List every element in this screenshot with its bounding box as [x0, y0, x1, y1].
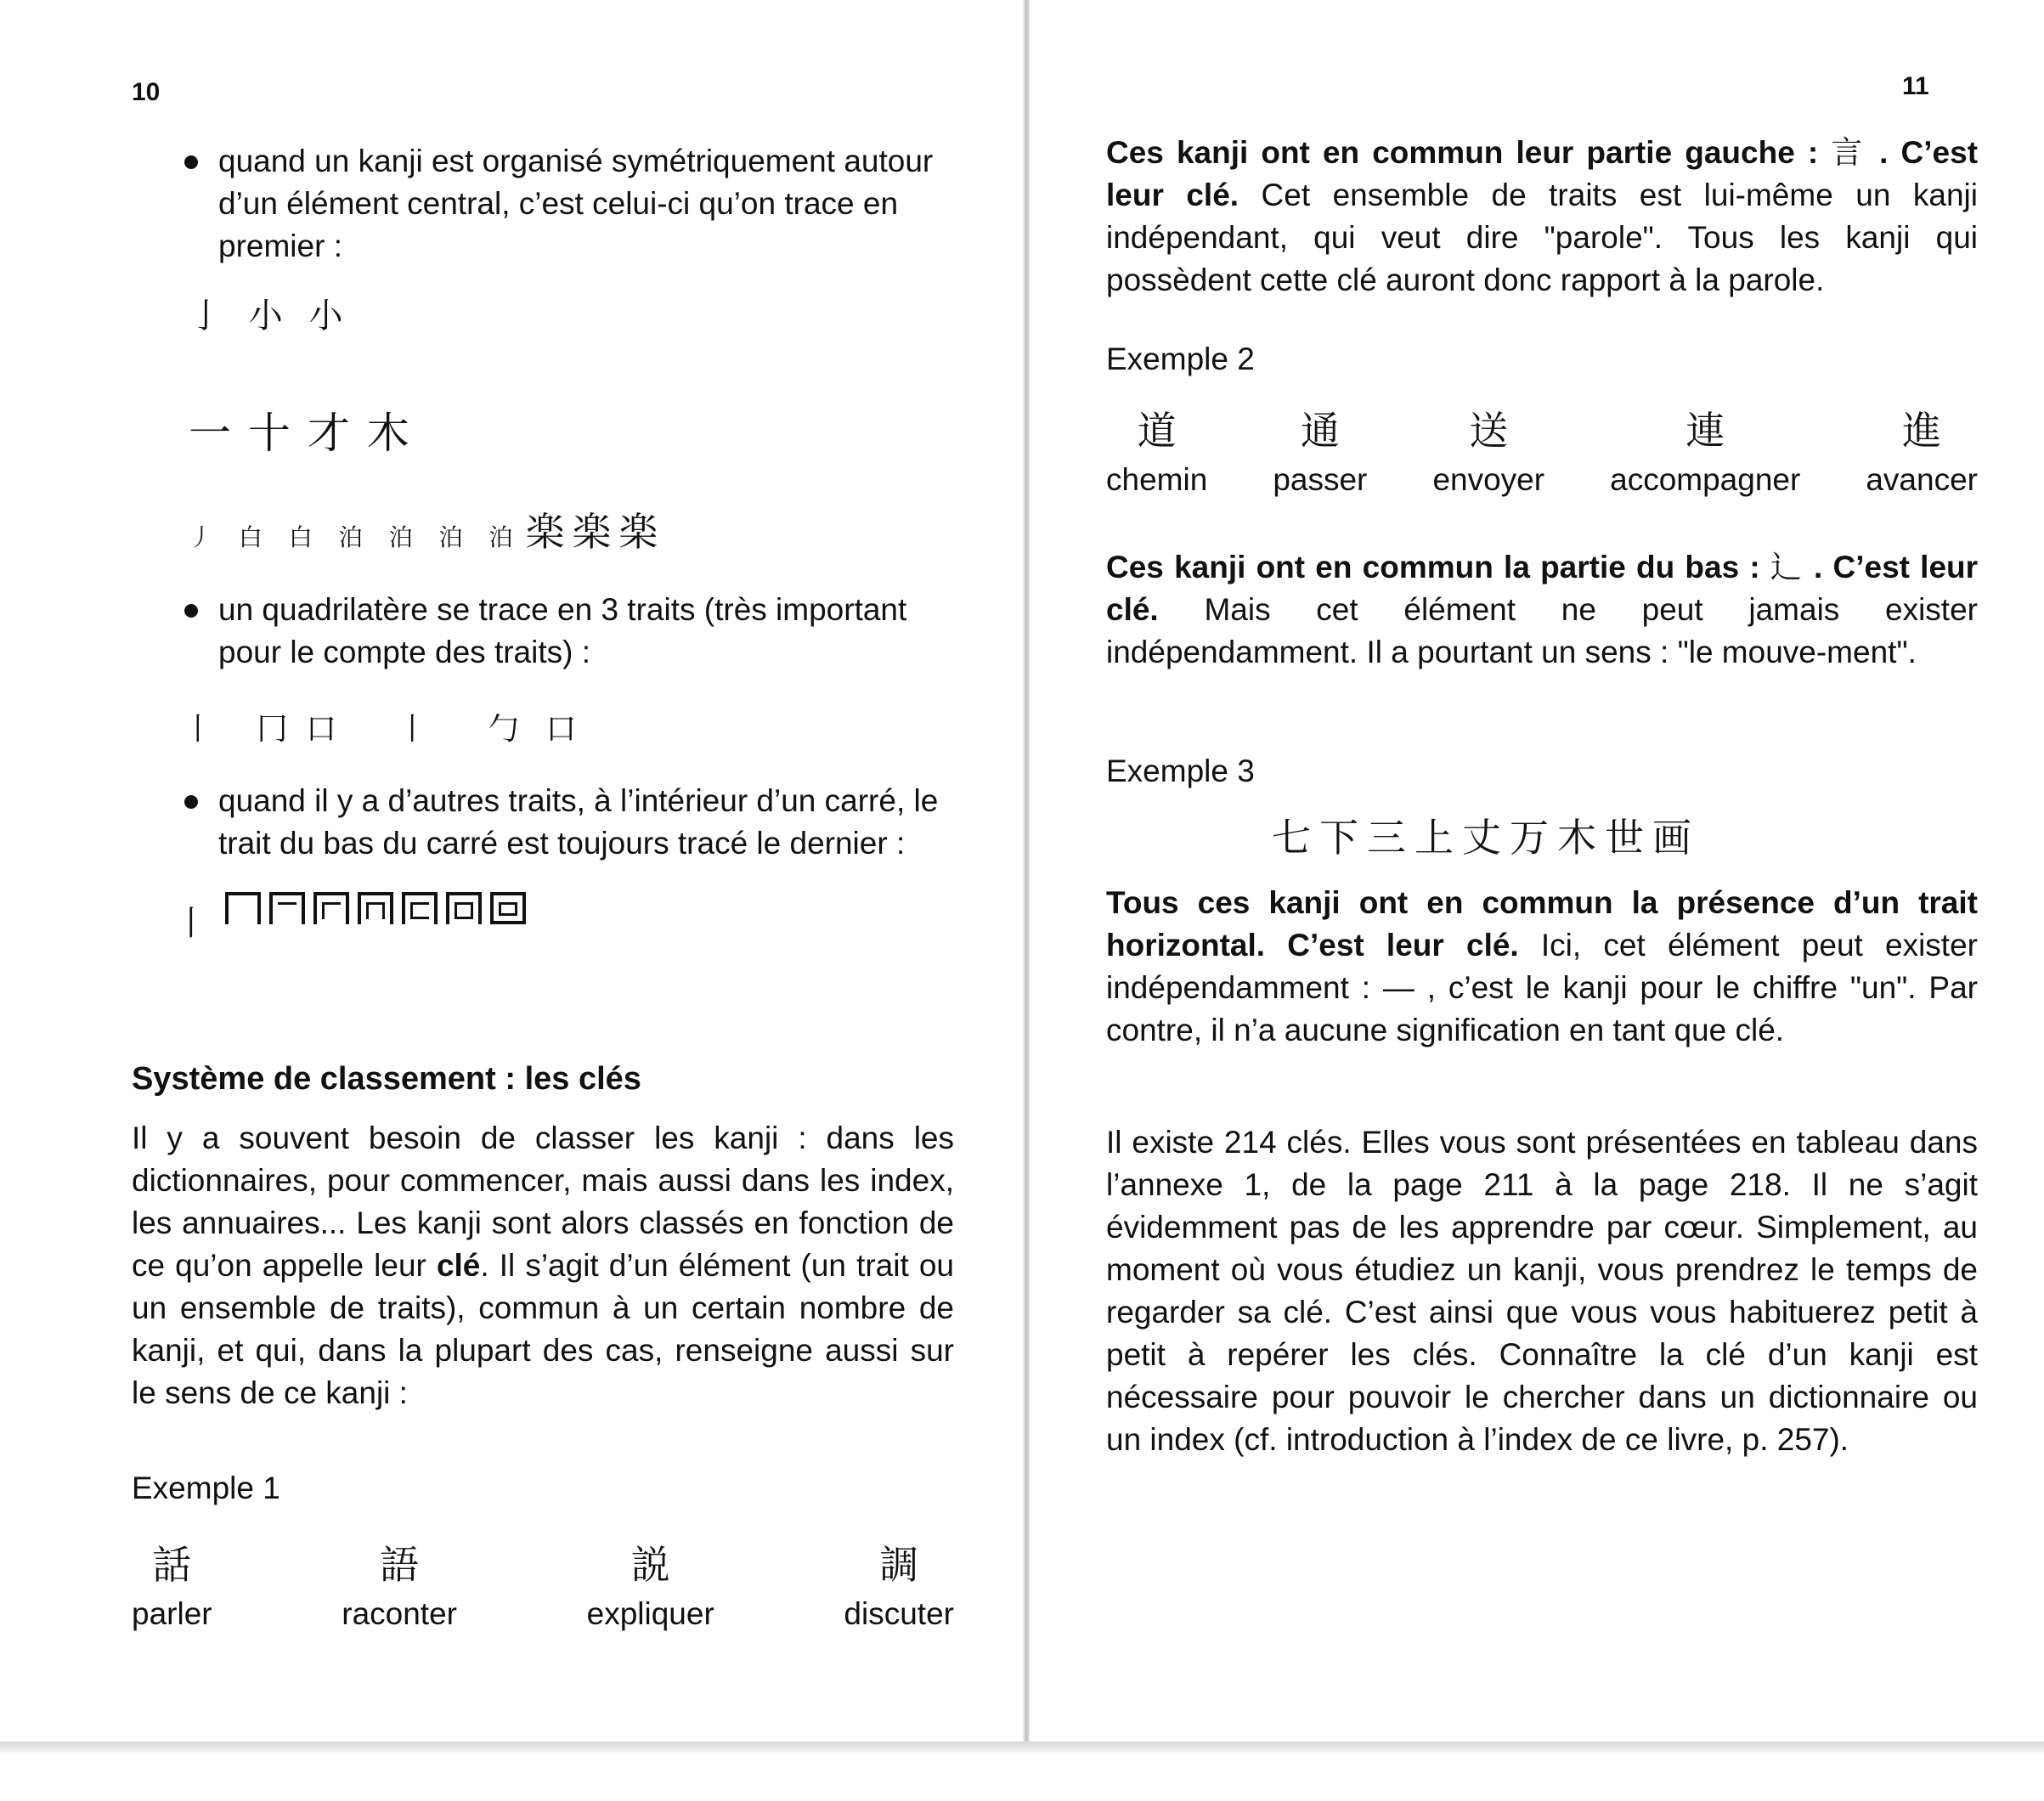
radical-speech: 言 — [1831, 134, 1867, 171]
stroke-step-drawing — [446, 892, 482, 924]
stroke-step: 丿 — [189, 523, 213, 551]
bottom-radical-paragraph — [1106, 546, 1978, 674]
example-kanji: 調 — [879, 1542, 919, 1588]
stroke-step: 泊 — [488, 523, 513, 551]
stroke-step: 一 — [189, 409, 231, 458]
example3-label: Exemple 3 — [1106, 754, 1255, 788]
stroke-step: 小 — [248, 296, 283, 336]
stroke-sequence-music — [189, 501, 658, 557]
bullet-symmetry-text: quand un kanji est organisé symétriquement autour d’un élément central, c’est celui-ci qu’on trace en premier : — [218, 144, 934, 263]
stroke-step: 丨 — [174, 904, 208, 943]
stroke-step: 木 — [366, 409, 409, 458]
bullet-dot — [184, 604, 198, 618]
stroke-step-drawing — [313, 892, 349, 924]
page-number-left: 10 — [132, 78, 161, 106]
bold-text: Tous ces kanji ont en commun la présence d’un trait horizontal. C’est leur clé. — [1106, 885, 1978, 963]
stroke-step: 白 — [288, 523, 313, 551]
bullet-dot — [184, 795, 198, 809]
stroke-sequence-country — [225, 892, 526, 924]
example-gloss: avancer — [1866, 462, 1978, 497]
book-gutter — [1023, 0, 1030, 1746]
stroke-step: 十 — [247, 409, 291, 458]
example1-label: Exemple 1 — [132, 1471, 280, 1505]
stroke-step: ⼓ — [488, 712, 519, 747]
example-item — [342, 1538, 457, 1636]
stroke-step: 楽 — [618, 509, 658, 555]
example-kanji: 通 — [1300, 408, 1340, 454]
page-number-right: 11 — [1902, 72, 1929, 100]
example-item — [1866, 404, 1978, 502]
stroke-step: 小 — [308, 296, 343, 336]
classification-text-end: . Il s’agit d’un élément (un trait ou un ensemble de traits), commun à un certain nombre de kanji, et qui, dans la plupart des cas, renseigne aussi sur le sens de ce kanji : — [132, 1248, 954, 1410]
example-item — [1106, 404, 1207, 502]
example-gloss: accompagner — [1610, 462, 1801, 497]
key-term: clé — [436, 1248, 481, 1283]
stroke-sequence-country-first — [174, 896, 223, 945]
stroke-step-drawing — [358, 892, 393, 924]
stroke-sequence-small — [189, 289, 358, 337]
example-gloss: envoyer — [1432, 462, 1545, 497]
bullet-inner-strokes — [218, 780, 957, 865]
bullet-inner-strokes-text: quand il y a d’autres traits, à l’intérieur d’un carré, le trait du bas du carré est toujours tracé le dernier : — [218, 783, 939, 861]
page-bottom-shadow — [0, 1742, 2044, 1753]
example-item — [844, 1538, 954, 1636]
paragraph-text: Mais cet élément ne peut jamais exister indépendamment. Il a pourtant un sens : "le mouve-ment". — [1106, 592, 1978, 669]
example-item — [1432, 404, 1544, 502]
stroke-step: 白 — [238, 523, 263, 551]
stroke-step-drawing — [402, 892, 438, 924]
bold-text: Ces kanji ont en commun la partie du bas : — [1106, 550, 1770, 584]
stroke-step: 泊 — [338, 523, 363, 551]
bold-text: Ces kanji ont en commun leur partie gauche : — [1106, 135, 1832, 170]
stroke-step: 楽 — [572, 509, 612, 555]
right-page — [1030, 0, 2044, 1742]
stroke-sequence-square — [183, 705, 576, 748]
paragraph-text: Ici, cet élément peut exister indépendamment : — , c’est le kanji pour le chiffre "un". Par contre, il n’a aucune signification en tant que clé. — [1106, 928, 1978, 1047]
stroke-step: 才 — [307, 409, 350, 458]
radical-movement: 辶 — [1770, 549, 1804, 585]
example-item — [1610, 404, 1800, 502]
example-kanji: 語 — [380, 1542, 420, 1588]
example-item — [132, 1538, 212, 1636]
example2-label: Exemple 2 — [1106, 342, 1255, 376]
section-title: Système de classement : les clés — [132, 1061, 641, 1097]
example-kanji: 進 — [1902, 408, 1942, 454]
classification-paragraph — [132, 1117, 954, 1414]
bullet-quadrilateral-text: un quadrilatère se trace en 3 traits (très important pour le compte des traits) : — [218, 592, 907, 669]
left-radical-paragraph — [1106, 132, 1978, 302]
bullet-quadrilateral — [218, 589, 957, 674]
radicals-count-paragraph: Il existe 214 clés. Elles vous sont présentées en tableau dans l’annexe 1, de la page 211 à la page 218. Il ne s’agit évidemment pas de les apprendre par cœur. Simplement, au moment où vous étudiez un kanji, vous prendrez le temps de regarder sa clé. C’est ainsi que vous vous habituerez petit à petit à repérer les clés. Connaître la clé d’un kanji est nécessaire pour pouvoir le chercher dans un dictionnaire ou un index (cf. introduction à l’index de ce livre, p. 257). — [1106, 1125, 1978, 1457]
example-gloss: chemin — [1106, 462, 1208, 497]
example-kanji: 連 — [1685, 408, 1725, 454]
example-kanji: 送 — [1469, 408, 1509, 454]
bullet-symmetry — [218, 140, 957, 268]
stroke-step: 口 — [305, 712, 336, 747]
stroke-step: 丨 — [183, 712, 214, 747]
paragraph-text: Cet ensemble de traits est lui-même un kanji indépendant, qui veut dire "parole". Tous les kanji qui possèdent cette clé auront donc rapport à la parole. — [1106, 178, 1978, 297]
bullet-dot — [184, 155, 198, 169]
example-gloss: parler — [132, 1596, 212, 1631]
example-item — [1273, 404, 1367, 502]
stroke-step-drawing — [225, 892, 261, 924]
stroke-step-drawing — [269, 892, 305, 924]
bold-text: . C’est leur clé. — [1106, 550, 1979, 627]
classification-text: Il y a souvent besoin de classer les kanji : dans les dictionnaires, pour commencer, mais aussi dans les index, les annuaires... Les kanji sont alors classés en fonction de ce qu’on appelle leur — [132, 1121, 954, 1283]
left-page — [0, 0, 1026, 1742]
example-gloss: expliquer — [586, 1596, 714, 1631]
example-kanji: 話 — [152, 1542, 192, 1588]
example-gloss: raconter — [342, 1596, 457, 1631]
stroke-step: 泊 — [438, 523, 463, 551]
stroke-step: ⼁ — [397, 712, 428, 747]
example2-row — [1106, 404, 1978, 502]
example1-row — [132, 1538, 954, 1636]
example-gloss: passer — [1273, 462, 1368, 497]
stroke-sequence-wood — [189, 399, 413, 460]
stroke-step: 口 — [545, 712, 577, 747]
example3-kanji-row: 七下三上丈万木世画 — [1272, 815, 1700, 861]
stroke-step: 亅 — [189, 296, 223, 336]
example-gloss: discuter — [844, 1596, 954, 1631]
bold-text: . C’est leur clé. — [1106, 135, 1979, 212]
example-kanji: 道 — [1137, 408, 1177, 454]
horizontal-stroke-paragraph — [1106, 882, 1978, 1052]
stroke-step-drawing — [490, 892, 526, 924]
example-item — [587, 1538, 714, 1636]
example-kanji: 説 — [630, 1542, 670, 1588]
stroke-step: 楽 — [525, 509, 565, 555]
stroke-step: 冂 — [257, 712, 288, 747]
stroke-step: 泊 — [388, 523, 413, 551]
